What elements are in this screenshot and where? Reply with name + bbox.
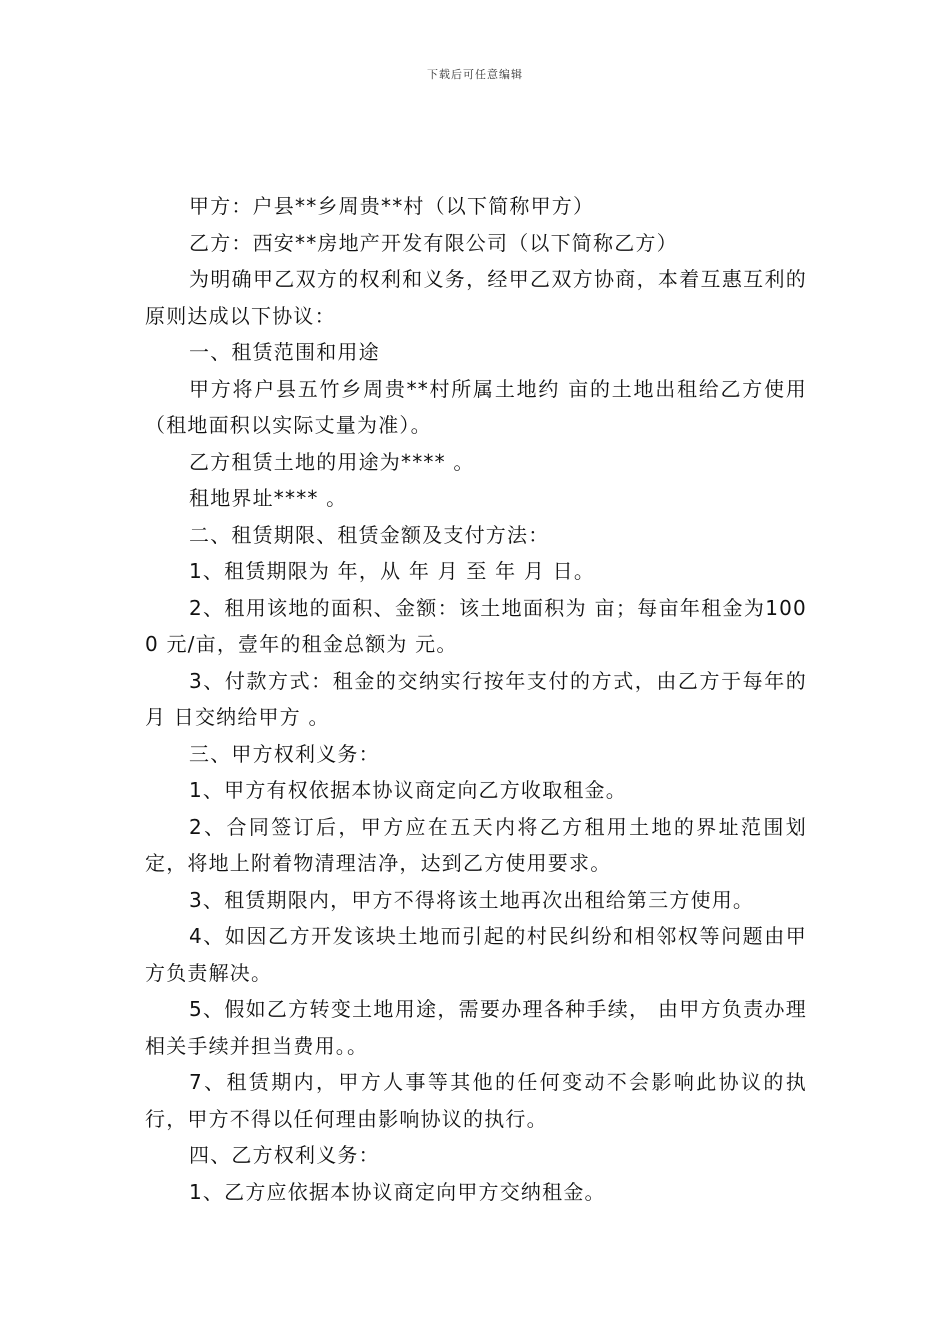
section-heading-term-payment: 二、租赁期限、租赁金额及支付方法：: [189, 522, 550, 547]
document-body: [145, 188, 807, 1210]
party-a-clause-3: 3、租赁期限内，甲方不得将该土地再次出租给第三方使用。: [189, 887, 755, 912]
term-clause: 1、租赁期限为 年，从 年 月 至 年 月 日。: [189, 559, 596, 583]
page-header: 下载后可任意编辑: [427, 68, 523, 81]
payment-method-clause: 3、付款方式：租金的交纳实行按年支付的方式，由乙方于每年的 月 日交纳给甲方 。: [145, 668, 807, 729]
scope-paragraph: 甲方将户县五竹乡周贵**村所属土地约 亩的土地出租给乙方使用（租地面积以实际丈量为准）。: [145, 376, 807, 437]
preamble-paragraph: 为明确甲乙双方的权利和义务，经甲乙双方协商，本着互惠互利的原则达成以下协议：: [145, 267, 807, 328]
party-b-line: 乙方：西安**房地产开发有限公司（以下简称乙方）: [189, 230, 678, 255]
area-amount-clause: 2、租用该地的面积、金额：该土地面积为 亩；每亩年租金为1000 元/亩，壹年的租金总额为 元。: [145, 595, 807, 656]
party-b-clause-1: 1、乙方应依据本协议商定向甲方交纳租金。: [189, 1179, 606, 1204]
section-heading-party-a-rights: 三、甲方权利义务：: [189, 741, 380, 766]
party-a-line: 甲方：户县**乡周贵**村（以下简称甲方）: [189, 194, 595, 218]
boundary-paragraph: 租地界址**** 。: [189, 486, 348, 510]
party-a-clause-2: 2、合同签订后，甲方应在五天内将乙方租用土地的界址范围划定，将地上附着物清理洁净，达到乙方使用要求。: [145, 814, 807, 875]
section-heading-scope: 一、租赁范围和用途: [189, 340, 380, 364]
party-a-clause-1: 1、甲方有权依据本协议商定向乙方收取租金。: [189, 778, 627, 802]
party-a-clause-7: 7、租赁期内，甲方人事等其他的任何变动不会影响此协议的执行，甲方不得以任何理由影响协议的执行。: [145, 1070, 807, 1131]
party-a-clause-4: 4、如因乙方开发该块土地而引起的村民纠纷和相邻权等问题由甲方负责解决。: [145, 924, 807, 985]
party-a-clause-5: 5、假如乙方转变土地用途，需要办理各种手续， 由甲方负责办理相关手续并担当费用。。: [145, 997, 807, 1058]
section-heading-party-b-rights: 四、乙方权利义务：: [189, 1143, 380, 1167]
usage-paragraph: 乙方租赁土地的用途为**** 。: [189, 449, 475, 474]
